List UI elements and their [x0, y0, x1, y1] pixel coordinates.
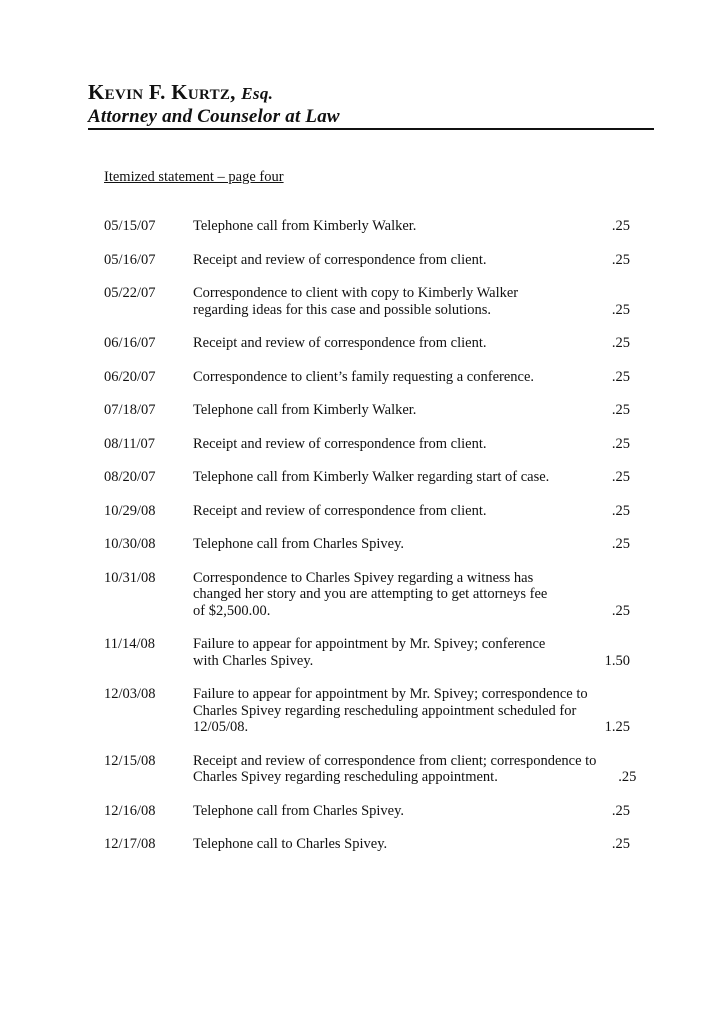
entry-hours: .25: [611, 802, 630, 819]
entry-description-line: Charles Spivey regarding rescheduling appointment scheduled for: [193, 702, 577, 719]
entry-description-line: with Charles Spivey.: [193, 652, 314, 669]
entry-description-line: Correspondence to client with copy to Kimberly Walker: [193, 285, 519, 301]
statement-entry: [104, 752, 637, 786]
statement-entry: [104, 436, 630, 453]
statement-entry: [104, 536, 630, 553]
entry-description: [193, 436, 590, 453]
letterhead-name: [88, 80, 273, 105]
entry-hours: .25: [611, 218, 630, 234]
entry-hours: .25: [611, 469, 630, 485]
entry-hours: .25: [611, 536, 630, 552]
entry-hours: .25: [611, 301, 630, 318]
entry-date: 08/11/07: [104, 435, 156, 452]
entry-date: 06/20/07: [104, 368, 156, 385]
itemized-entries-list: [104, 218, 637, 870]
entry-description-line: Receipt and review of correspondence from client.: [193, 251, 487, 268]
entry-date: 05/22/07: [104, 285, 156, 301]
entry-description: [193, 402, 590, 419]
entry-description-line: Telephone call to Charles Spivey.: [193, 836, 388, 852]
entry-date: 12/03/08: [104, 686, 156, 702]
entry-description-line: Telephone call from Kimberly Walker.: [193, 402, 417, 418]
entry-description-line: Correspondence to Charles Spivey regarding a witness has: [193, 569, 534, 586]
entry-hours: .25: [611, 502, 630, 519]
entry-description-line: Failure to appear for appointment by Mr. Spivey; conference: [193, 636, 546, 652]
entry-description-line: Telephone call from Charles Spivey.: [193, 802, 405, 819]
entry-description: [193, 503, 590, 520]
entry-hours: 1.25: [604, 719, 630, 735]
entry-description: [193, 369, 590, 386]
entry-description: [193, 536, 590, 553]
attorney-suffix: Esq.: [241, 84, 274, 103]
statement-entry: [104, 570, 630, 620]
entry-hours: .25: [611, 602, 630, 619]
entry-date: 08/20/07: [104, 469, 156, 485]
entry-date: 12/15/08: [104, 752, 156, 769]
entry-description: [193, 636, 590, 669]
entry-hours: .25: [611, 402, 630, 418]
entry-description-line: changed her story and you are attempting to get attorneys fee: [193, 586, 548, 602]
entry-description: [193, 570, 590, 620]
statement-entry: [104, 636, 630, 669]
entry-description-line: of $2,500.00.: [193, 602, 271, 619]
entry-description: [193, 285, 590, 318]
entry-hours: 1.50: [604, 652, 630, 669]
statement-entry: [104, 218, 630, 235]
entry-date: 12/16/08: [104, 802, 156, 819]
entry-hours: .25: [618, 769, 637, 785]
attorney-name: Kevin F. Kurtz,: [88, 80, 236, 104]
entry-description: [193, 686, 590, 736]
entry-description-line: Correspondence to client’s family requesting a conference.: [193, 368, 535, 385]
letterhead-divider: [88, 128, 654, 130]
entry-date: 06/16/07: [104, 335, 156, 351]
entry-description-line: Telephone call from Charles Spivey.: [193, 536, 405, 552]
entry-description-line: regarding ideas for this case and possible solutions.: [193, 301, 491, 318]
entry-date: 10/30/08: [104, 536, 156, 552]
entry-description-line: Receipt and review of correspondence from client.: [193, 335, 487, 351]
entry-description-line: Receipt and review of correspondence from client; correspondence to: [193, 752, 597, 769]
entry-hours: .25: [611, 251, 630, 268]
entry-description-line: Telephone call from Kimberly Walker regarding start of case.: [193, 469, 550, 485]
statement-entry: [104, 335, 630, 352]
statement-entry: [104, 285, 630, 318]
entry-hours: .25: [611, 368, 630, 385]
statement-entry: [104, 469, 630, 486]
entry-date: 05/15/07: [104, 218, 156, 234]
entry-description-line: Failure to appear for appointment by Mr. Spivey; correspondence to: [193, 686, 588, 702]
entry-hours: .25: [611, 435, 630, 452]
entry-description: [193, 469, 590, 486]
letterhead-title: Attorney and Counselor at Law: [88, 106, 340, 127]
entry-description-line: Charles Spivey regarding rescheduling appointment.: [193, 769, 498, 785]
statement-entry: [104, 402, 630, 419]
entry-date: 10/31/08: [104, 569, 156, 586]
statement-entry: [104, 686, 630, 736]
statement-entry: [104, 803, 630, 820]
statement-entry: [104, 836, 630, 853]
entry-hours: .25: [611, 335, 630, 351]
entry-description: [193, 803, 590, 820]
entry-description-line: Telephone call from Kimberly Walker.: [193, 218, 417, 234]
statement-entry: [104, 369, 630, 386]
entry-description: [193, 836, 590, 853]
entry-description: [193, 252, 590, 269]
entry-date: 07/18/07: [104, 402, 156, 418]
statement-entry: [104, 252, 630, 269]
entry-description-line: 12/05/08.: [193, 719, 249, 735]
entry-date: 05/16/07: [104, 251, 156, 268]
entry-date: 12/17/08: [104, 836, 156, 852]
entry-description: [193, 335, 590, 352]
entry-hours: .25: [611, 836, 630, 852]
statement-entry: [104, 503, 630, 520]
entry-description: [193, 753, 596, 786]
statement-heading: Itemized statement – page four: [104, 169, 284, 185]
entry-description-line: Receipt and review of correspondence from client.: [193, 502, 487, 519]
entry-date: 10/29/08: [104, 502, 156, 519]
entry-description-line: Receipt and review of correspondence from client.: [193, 435, 487, 452]
entry-date: 11/14/08: [104, 636, 156, 652]
entry-description: [193, 218, 590, 235]
